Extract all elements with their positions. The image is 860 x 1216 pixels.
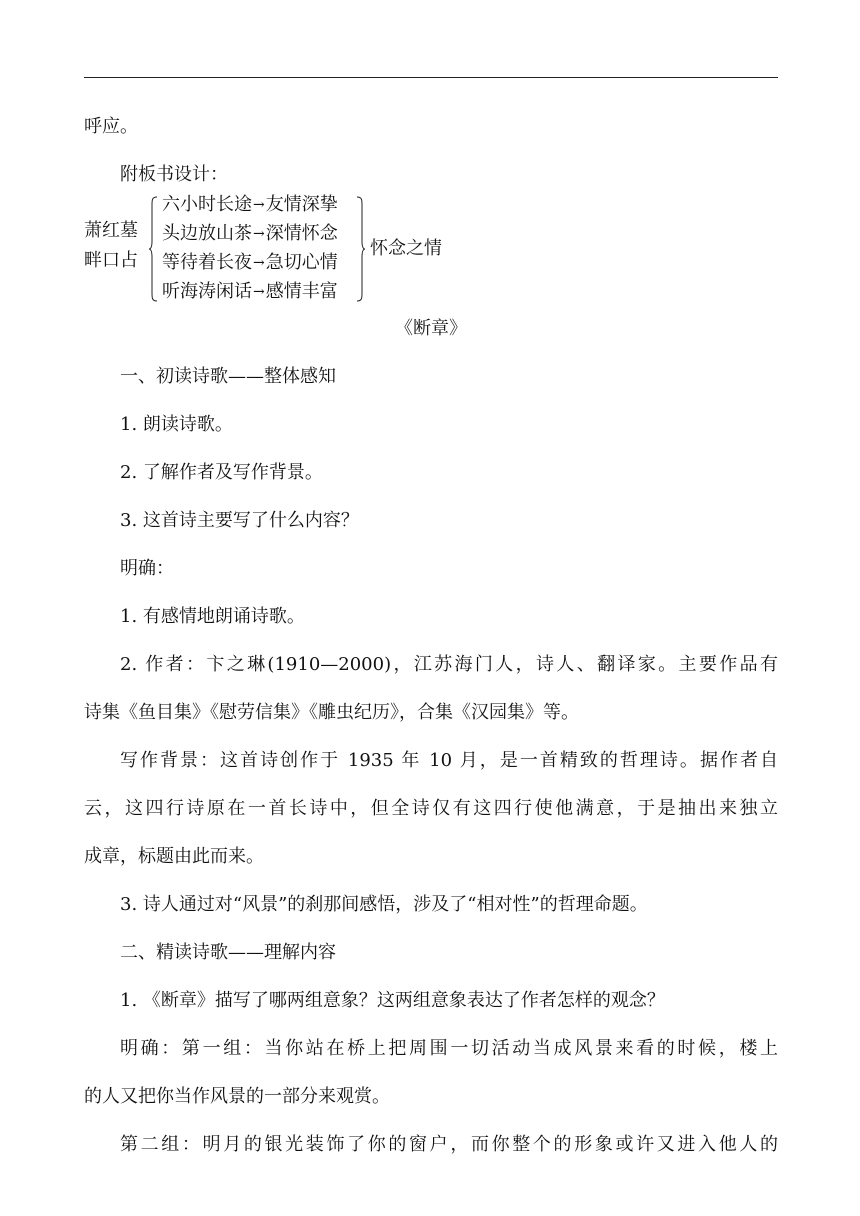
board-row-1-left: 六小时长途	[162, 194, 252, 215]
right-arrow-icon: →	[253, 197, 265, 213]
text-line-10: 诗集《鱼目集》《慰劳信集》《雕虫纪历》，合集《汉园集》等。	[84, 702, 579, 723]
board-row-2-right: 深情怀念	[265, 223, 338, 244]
text-line-1: 呼应。	[84, 116, 138, 137]
board-row-1-right: 友情深挚	[265, 194, 338, 215]
text-line-15: 二、精读诗歌——理解内容	[120, 942, 336, 963]
text-line-4: 1. 朗读诗歌。	[120, 414, 233, 435]
left-brace-icon	[148, 195, 158, 303]
text-line-12: 云，这四行诗原在一首长诗中，但全诗仅有这四行使他满意，于是抽出来独立	[84, 798, 778, 819]
text-line-13: 成章，标题由此而来。	[84, 846, 264, 867]
board-row-3	[162, 251, 352, 275]
board-row-1	[162, 193, 352, 217]
text-line-11: 写作背景：这首诗创作于 1935 年 10 月，是一首精致的哲理诗。据作者自	[120, 750, 778, 771]
board-row-4-right: 感情丰富	[265, 281, 338, 302]
text-line-16: 1. 《断章》描写了哪两组意象？这两组意象表达了作者怎样的观念？	[120, 990, 665, 1011]
text-line-7: 明确：	[120, 558, 174, 579]
right-brace-icon	[356, 195, 366, 303]
text-line-3: 一、初读诗歌——整体感知	[120, 366, 336, 387]
text-line-17: 明确：第一组：当你站在桥上把周围一切活动当成风景来看的时候，楼上	[120, 1038, 778, 1059]
text-line-2: 附板书设计：	[120, 164, 228, 185]
board-row-2	[162, 222, 352, 246]
text-line-8: 1. 有感情地朗诵诗歌。	[120, 606, 305, 627]
board-row-3-left: 等待着长夜	[162, 252, 252, 273]
board-row-4-left: 听海涛闲话	[162, 281, 252, 302]
board-row-2-left: 头边放山茶	[162, 223, 252, 244]
text-line-18: 的人又把你当作风景的一部分来观赏。	[84, 1086, 390, 1107]
right-arrow-icon: →	[253, 284, 265, 300]
board-row-3-right: 急切心情	[265, 252, 338, 273]
text-line-6: 3. 这首诗主要写了什么内容？	[120, 510, 359, 531]
board-title	[84, 216, 148, 276]
text-line-14: 3. 诗人通过对“风景”的刹那间感悟，涉及了“相对性”的哲理命题。	[120, 894, 648, 915]
right-arrow-icon: →	[253, 226, 265, 242]
board-title-line-2: 畔口占	[84, 250, 138, 271]
text-line-5: 2. 了解作者及写作背景。	[120, 462, 323, 483]
right-arrow-icon: →	[253, 255, 265, 271]
board-row-4	[162, 280, 352, 304]
text-line-19: 第二组：明月的银光装饰了你的窗户，而你整个的形象或许又进入他人的	[120, 1134, 778, 1155]
top-rule	[84, 77, 778, 78]
board-design	[84, 190, 504, 310]
board-title-line-1: 萧红墓	[84, 220, 138, 241]
board-conclusion: 怀念之情	[370, 238, 442, 259]
section-title: 《断章》	[395, 318, 467, 339]
text-line-9: 2. 作者：卞之琳(1910—2000)，江苏海门人，诗人、翻译家。主要作品有	[120, 654, 778, 675]
